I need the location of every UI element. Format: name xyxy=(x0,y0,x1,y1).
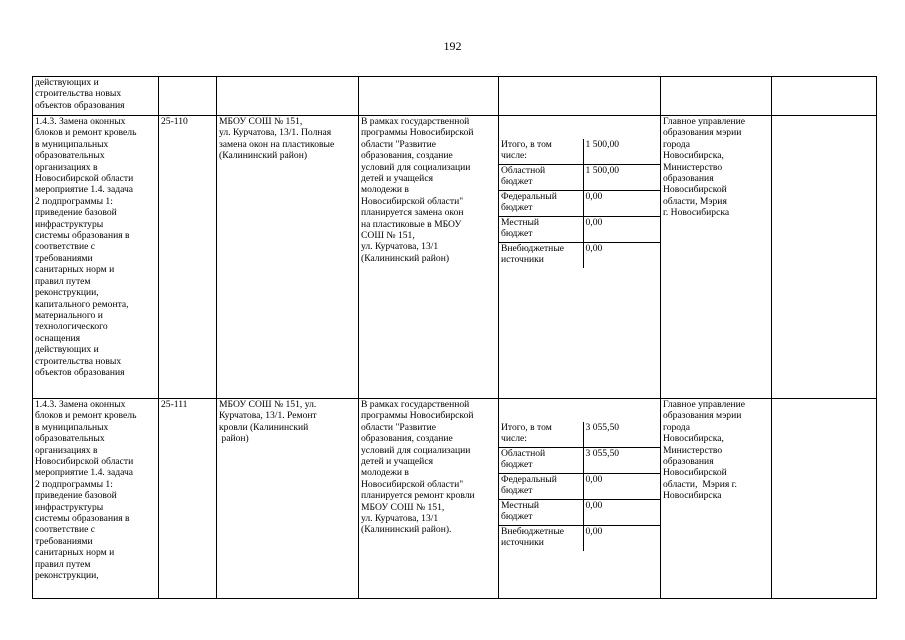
table-row xyxy=(33,116,877,399)
continuation-row xyxy=(33,77,877,116)
funding-amount: 0,00 xyxy=(583,499,660,525)
table-row xyxy=(33,399,877,599)
continuation-executor-cell xyxy=(661,77,772,116)
continuation-description-cell xyxy=(359,77,499,116)
object-cell: МБОУ СОШ № 151, ул. Курчатова, 13/1. Полная замена окон на пластиковые (Калининский район) xyxy=(217,116,359,399)
funding-source: Областной бюджет xyxy=(499,164,583,190)
funding-source: Местный бюджет xyxy=(499,216,583,242)
continuation-code-cell xyxy=(159,77,217,116)
funding-cell xyxy=(499,116,661,399)
funding-amount: 0,00 xyxy=(583,190,660,216)
page-number: 192 xyxy=(443,39,462,53)
funding-amount: 0,00 xyxy=(583,473,660,499)
measure-name-cell: 1.4.3. Замена оконных блоков и ремонт кровель в муниципальных образовательных организациях в Новосибирской области мероприятие 1.4. задача 2 подпрограммы 1: приведение базовой инфраструктуры системы образования в соответствие с требованиями санитарных норм и правил путем реконструкции, капитального ремонта, материального и технологического оснащения действующих и строительства новых объектов образования xyxy=(33,116,159,399)
continuation-object-cell xyxy=(217,77,359,116)
funding-row-total xyxy=(499,422,660,448)
description-cell: В рамках государственной программы Новосибирской области "Развитие образования, создание условий для социализации детей и учащейся молодежи в Новосибирской области" планируется ремонт кровли МБОУ СОШ № 151, ул. Курчатова, 13/1 (Калининский район). xyxy=(359,399,499,599)
funding-amount: 0,00 xyxy=(583,216,660,242)
funding-source: Внебюджетные источники xyxy=(501,525,565,549)
continuation-extra-cell xyxy=(772,77,877,116)
funding-row-offbudget xyxy=(499,242,660,268)
funding-amount: 3 055,50 xyxy=(583,447,660,473)
funding-source: Итого, в том числе: xyxy=(499,139,583,165)
continuation-funding-cell xyxy=(499,77,661,116)
continuation-name-cell: действующих и строительства новых объектов образования xyxy=(33,77,159,116)
funding-row-offbudget xyxy=(499,525,660,551)
extra-cell xyxy=(772,116,877,399)
funding-row-federal xyxy=(499,473,660,499)
funding-table xyxy=(499,139,660,268)
code-cell: 25-110 xyxy=(159,116,217,399)
object-cell: МБОУ СОШ № 151, ул. Курчатова, 13/1. Ремонт кровли (Калининский район) xyxy=(217,399,359,599)
executor-cell: Главное управление образования мэрии города Новосибирска, Министерство образования Новосибирской области, Мэрия г. Новосибирска xyxy=(661,116,772,399)
funding-amount: 1 500,00 xyxy=(583,164,660,190)
funding-amount: 1 500,00 xyxy=(583,139,660,165)
funding-source: Федеральный бюджет xyxy=(499,473,583,499)
funding-row-total xyxy=(499,139,660,165)
description-cell: В рамках государственной программы Новосибирской области "Развитие образования, создание условий для социализации детей и учащейся молодежи в Новосибирской области" планируется замена окон на пластиковые в МБОУ СОШ № 151, ул. Курчатова, 13/1 (Калининский район) xyxy=(359,116,499,399)
funding-amount: 0,00 xyxy=(583,525,660,551)
funding-table xyxy=(499,422,660,551)
program-table xyxy=(32,76,877,599)
funding-row-local xyxy=(499,499,660,525)
measure-name-cell: 1.4.3. Замена оконных блоков и ремонт кровель в муниципальных образовательных организациях в Новосибирской области мероприятие 1.4. задача 2 подпрограммы 1: приведение базовой инфраструктуры системы образования в соответствие с требованиями санитарных норм и правил путем реконструкции, xyxy=(33,399,159,599)
funding-source: Внебюджетные источники xyxy=(501,242,565,266)
funding-row-regional xyxy=(499,447,660,473)
funding-row-federal xyxy=(499,190,660,216)
funding-source: Областной бюджет xyxy=(499,447,583,473)
funding-amount: 0,00 xyxy=(583,242,660,268)
funding-cell xyxy=(499,399,661,599)
extra-cell xyxy=(772,399,877,599)
code-cell: 25-111 xyxy=(159,399,217,599)
funding-source: Федеральный бюджет xyxy=(499,190,583,216)
executor-cell: Главное управление образования мэрии города Новосибирска, Министерство образования Новосибирской области, Мэрия г. Новосибирска xyxy=(661,399,772,599)
funding-source: Местный бюджет xyxy=(499,499,583,525)
funding-row-regional xyxy=(499,164,660,190)
funding-row-local xyxy=(499,216,660,242)
funding-source: Итого, в том числе: xyxy=(499,422,583,448)
funding-amount: 3 055,50 xyxy=(583,422,660,448)
